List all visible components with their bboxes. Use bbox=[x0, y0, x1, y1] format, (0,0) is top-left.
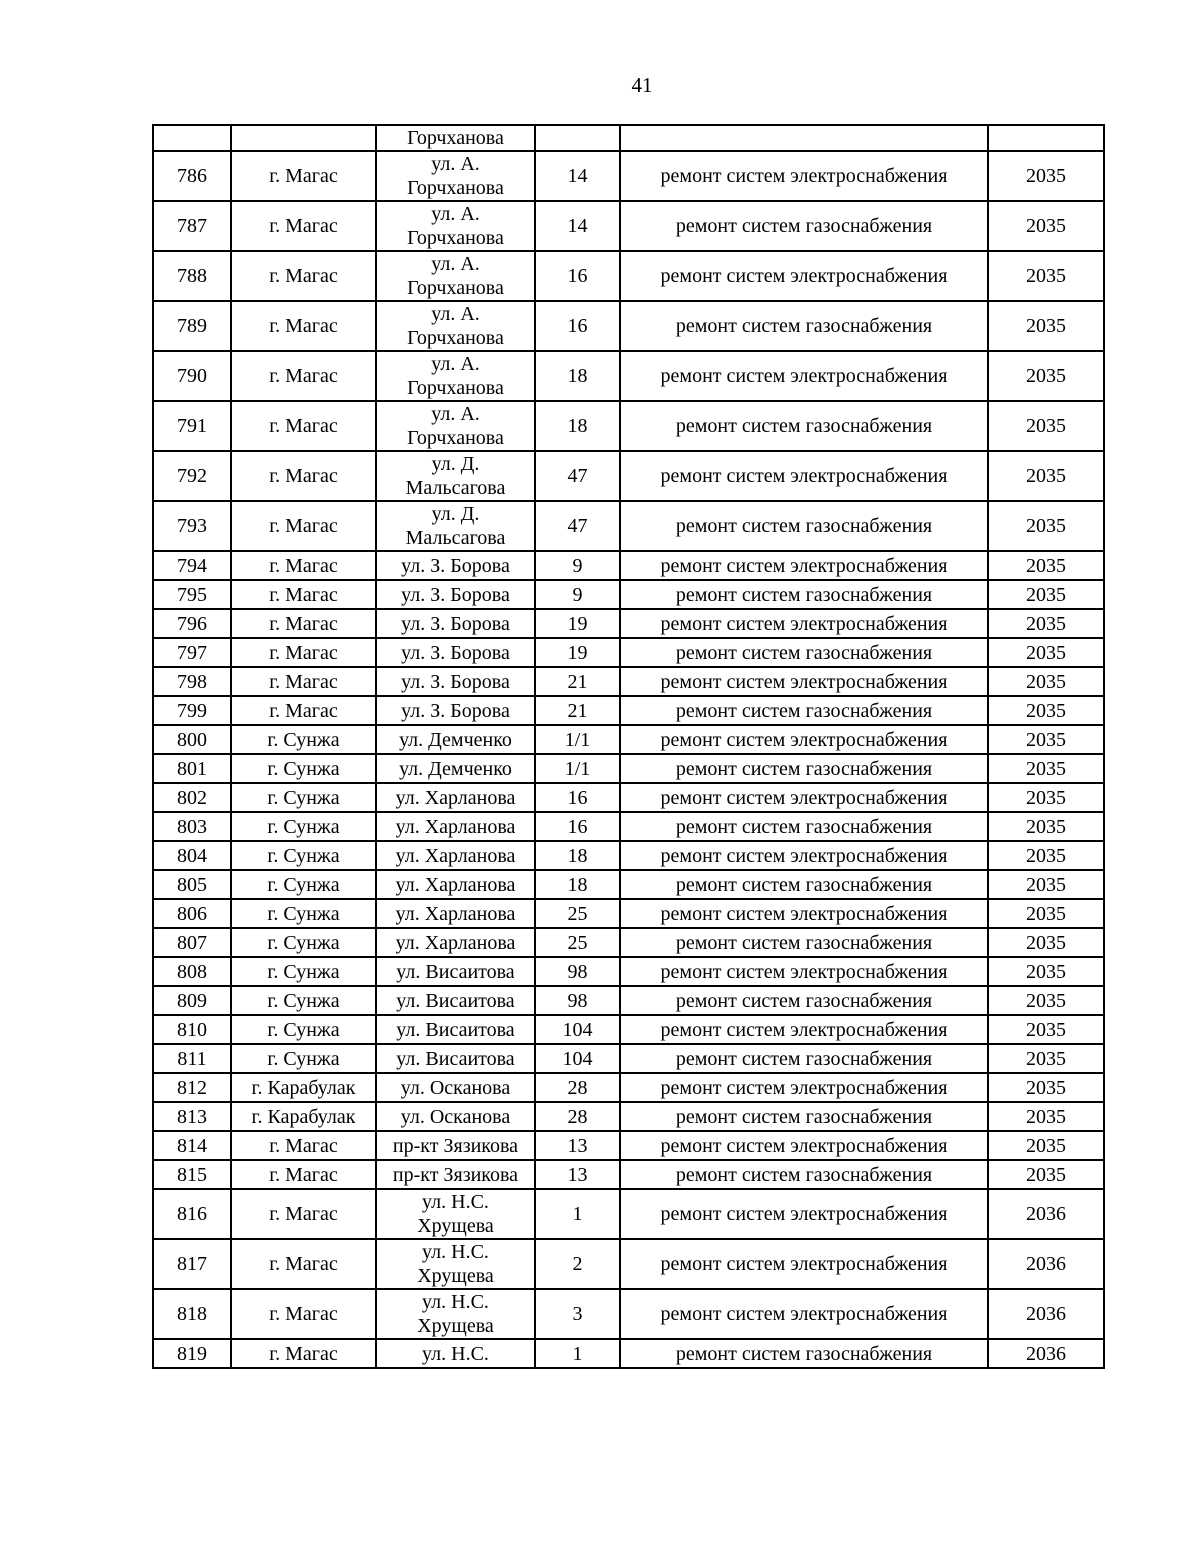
work-type-cell: ремонт систем электроснабжения bbox=[620, 251, 988, 301]
row-number-cell: 801 bbox=[153, 754, 231, 783]
row-number-cell: 788 bbox=[153, 251, 231, 301]
work-type-cell: ремонт систем электроснабжения bbox=[620, 551, 988, 580]
row-number-cell: 812 bbox=[153, 1073, 231, 1102]
city-cell: г. Магас bbox=[231, 451, 376, 501]
house-number-cell: 47 bbox=[535, 501, 620, 551]
row-number-cell: 815 bbox=[153, 1160, 231, 1189]
street-cell: ул. З. Борова bbox=[376, 580, 535, 609]
table-row bbox=[153, 401, 1104, 451]
row-number-cell: 819 bbox=[153, 1339, 231, 1368]
street-cell: ул. А. Горчханова bbox=[376, 201, 535, 251]
house-number-cell: 1 bbox=[535, 1189, 620, 1239]
house-number-cell: 1/1 bbox=[535, 725, 620, 754]
city-cell bbox=[231, 125, 376, 151]
work-type-cell: ремонт систем электроснабжения bbox=[620, 1289, 988, 1339]
work-type-cell: ремонт систем электроснабжения bbox=[620, 957, 988, 986]
street-cell: ул. Н.С. Хрущева bbox=[376, 1289, 535, 1339]
year-cell bbox=[988, 125, 1104, 151]
table-row bbox=[153, 151, 1104, 201]
street-cell: ул. Осканова bbox=[376, 1102, 535, 1131]
table-row bbox=[153, 501, 1104, 551]
year-cell: 2035 bbox=[988, 1102, 1104, 1131]
city-cell: г. Магас bbox=[231, 351, 376, 401]
street-cell: ул. А. Горчханова bbox=[376, 301, 535, 351]
work-type-cell: ремонт систем газоснабжения bbox=[620, 201, 988, 251]
city-cell: г. Магас bbox=[231, 580, 376, 609]
year-cell: 2035 bbox=[988, 1015, 1104, 1044]
house-number-cell: 19 bbox=[535, 609, 620, 638]
city-cell: г. Магас bbox=[231, 201, 376, 251]
street-cell: ул. Харланова bbox=[376, 870, 535, 899]
row-number-cell: 786 bbox=[153, 151, 231, 201]
street-cell: ул. Д. Мальсагова bbox=[376, 451, 535, 501]
year-cell: 2035 bbox=[988, 957, 1104, 986]
house-number-cell: 18 bbox=[535, 351, 620, 401]
table-row bbox=[153, 783, 1104, 812]
row-number-cell: 818 bbox=[153, 1289, 231, 1339]
city-cell: г. Магас bbox=[231, 1339, 376, 1368]
table-row bbox=[153, 251, 1104, 301]
table-row bbox=[153, 638, 1104, 667]
street-cell: ул. Харланова bbox=[376, 812, 535, 841]
city-cell: г. Магас bbox=[231, 609, 376, 638]
row-number-cell: 787 bbox=[153, 201, 231, 251]
year-cell: 2035 bbox=[988, 754, 1104, 783]
street-cell: ул. З. Борова bbox=[376, 551, 535, 580]
house-number-cell: 13 bbox=[535, 1160, 620, 1189]
city-cell: г. Сунжа bbox=[231, 928, 376, 957]
street-cell: ул. А. Горчханова bbox=[376, 251, 535, 301]
house-number-cell: 28 bbox=[535, 1073, 620, 1102]
table-row bbox=[153, 551, 1104, 580]
house-number-cell: 104 bbox=[535, 1015, 620, 1044]
street-cell: пр-кт Зязикова bbox=[376, 1131, 535, 1160]
house-number-cell: 98 bbox=[535, 986, 620, 1015]
work-type-cell: ремонт систем электроснабжения bbox=[620, 899, 988, 928]
city-cell: г. Сунжа bbox=[231, 957, 376, 986]
work-type-cell: ремонт систем газоснабжения bbox=[620, 754, 988, 783]
row-number-cell: 804 bbox=[153, 841, 231, 870]
year-cell: 2035 bbox=[988, 1160, 1104, 1189]
row-number-cell: 809 bbox=[153, 986, 231, 1015]
year-cell: 2036 bbox=[988, 1289, 1104, 1339]
year-cell: 2035 bbox=[988, 812, 1104, 841]
table-row bbox=[153, 1044, 1104, 1073]
street-cell: ул. Харланова bbox=[376, 841, 535, 870]
year-cell: 2035 bbox=[988, 841, 1104, 870]
table-row bbox=[153, 125, 1104, 151]
house-number-cell: 9 bbox=[535, 580, 620, 609]
house-number-cell: 14 bbox=[535, 201, 620, 251]
house-number-cell: 1 bbox=[535, 1339, 620, 1368]
row-number-cell: 802 bbox=[153, 783, 231, 812]
table-row bbox=[153, 899, 1104, 928]
city-cell: г. Сунжа bbox=[231, 725, 376, 754]
table-row bbox=[153, 201, 1104, 251]
city-cell: г. Магас bbox=[231, 1189, 376, 1239]
work-type-cell: ремонт систем газоснабжения bbox=[620, 501, 988, 551]
street-cell: ул. Н.С. Хрущева bbox=[376, 1189, 535, 1239]
table-row bbox=[153, 580, 1104, 609]
city-cell: г. Магас bbox=[231, 667, 376, 696]
work-type-cell: ремонт систем газоснабжения bbox=[620, 401, 988, 451]
year-cell: 2035 bbox=[988, 870, 1104, 899]
street-cell: Горчханова bbox=[376, 125, 535, 151]
work-type-cell: ремонт систем электроснабжения bbox=[620, 725, 988, 754]
year-cell: 2035 bbox=[988, 551, 1104, 580]
row-number-cell: 795 bbox=[153, 580, 231, 609]
row-number-cell: 811 bbox=[153, 1044, 231, 1073]
house-number-cell: 3 bbox=[535, 1289, 620, 1339]
work-type-cell: ремонт систем электроснабжения bbox=[620, 841, 988, 870]
row-number-cell: 792 bbox=[153, 451, 231, 501]
row-number-cell: 806 bbox=[153, 899, 231, 928]
house-number-cell: 16 bbox=[535, 301, 620, 351]
house-number-cell: 1/1 bbox=[535, 754, 620, 783]
year-cell: 2035 bbox=[988, 783, 1104, 812]
year-cell: 2035 bbox=[988, 696, 1104, 725]
table-row bbox=[153, 957, 1104, 986]
year-cell: 2035 bbox=[988, 1044, 1104, 1073]
work-type-cell: ремонт систем газоснабжения bbox=[620, 1102, 988, 1131]
year-cell: 2035 bbox=[988, 451, 1104, 501]
street-cell: ул. Н.С. bbox=[376, 1339, 535, 1368]
year-cell: 2036 bbox=[988, 1339, 1104, 1368]
city-cell: г. Магас bbox=[231, 251, 376, 301]
year-cell: 2035 bbox=[988, 928, 1104, 957]
street-cell: ул. Харланова bbox=[376, 928, 535, 957]
work-type-cell: ремонт систем газоснабжения bbox=[620, 870, 988, 899]
row-number-cell: 798 bbox=[153, 667, 231, 696]
city-cell: г. Магас bbox=[231, 1289, 376, 1339]
street-cell: ул. З. Борова bbox=[376, 609, 535, 638]
table-row bbox=[153, 1289, 1104, 1339]
table-row bbox=[153, 1239, 1104, 1289]
row-number-cell: 797 bbox=[153, 638, 231, 667]
work-type-cell: ремонт систем газоснабжения bbox=[620, 580, 988, 609]
street-cell: ул. Харланова bbox=[376, 899, 535, 928]
house-number-cell: 21 bbox=[535, 696, 620, 725]
city-cell: г. Сунжа bbox=[231, 986, 376, 1015]
city-cell: г. Сунжа bbox=[231, 870, 376, 899]
table-row bbox=[153, 451, 1104, 501]
table-row bbox=[153, 725, 1104, 754]
city-cell: г. Сунжа bbox=[231, 1015, 376, 1044]
year-cell: 2035 bbox=[988, 151, 1104, 201]
house-number-cell: 47 bbox=[535, 451, 620, 501]
city-cell: г. Магас bbox=[231, 501, 376, 551]
table-row bbox=[153, 928, 1104, 957]
table-row bbox=[153, 1160, 1104, 1189]
table-row bbox=[153, 696, 1104, 725]
row-number-cell: 791 bbox=[153, 401, 231, 451]
city-cell: г. Сунжа bbox=[231, 899, 376, 928]
table-row bbox=[153, 986, 1104, 1015]
street-cell: ул. З. Борова bbox=[376, 667, 535, 696]
street-cell: ул. Харланова bbox=[376, 783, 535, 812]
street-cell: ул. Осканова bbox=[376, 1073, 535, 1102]
street-cell: пр-кт Зязикова bbox=[376, 1160, 535, 1189]
work-type-cell: ремонт систем электроснабжения bbox=[620, 783, 988, 812]
work-type-cell: ремонт систем электроснабжения bbox=[620, 451, 988, 501]
table-row bbox=[153, 1189, 1104, 1239]
table-row bbox=[153, 667, 1104, 696]
row-number-cell: 817 bbox=[153, 1239, 231, 1289]
table-row bbox=[153, 301, 1104, 351]
work-type-cell: ремонт систем электроснабжения bbox=[620, 351, 988, 401]
table-row bbox=[153, 841, 1104, 870]
city-cell: г. Сунжа bbox=[231, 812, 376, 841]
work-type-cell: ремонт систем электроснабжения bbox=[620, 1015, 988, 1044]
table-row bbox=[153, 1131, 1104, 1160]
registry-table-body bbox=[153, 125, 1104, 1368]
row-number-cell: 813 bbox=[153, 1102, 231, 1131]
city-cell: г. Магас bbox=[231, 551, 376, 580]
year-cell: 2035 bbox=[988, 609, 1104, 638]
city-cell: г. Магас bbox=[231, 1131, 376, 1160]
street-cell: ул. Висаитова bbox=[376, 1015, 535, 1044]
work-type-cell: ремонт систем электроснабжения bbox=[620, 609, 988, 638]
year-cell: 2035 bbox=[988, 201, 1104, 251]
work-type-cell: ремонт систем газоснабжения bbox=[620, 812, 988, 841]
street-cell: ул. З. Борова bbox=[376, 696, 535, 725]
house-number-cell: 14 bbox=[535, 151, 620, 201]
row-number-cell: 805 bbox=[153, 870, 231, 899]
year-cell: 2035 bbox=[988, 351, 1104, 401]
row-number-cell: 790 bbox=[153, 351, 231, 401]
table-row bbox=[153, 754, 1104, 783]
table-row bbox=[153, 870, 1104, 899]
street-cell: ул. Д. Мальсагова bbox=[376, 501, 535, 551]
row-number-cell: 794 bbox=[153, 551, 231, 580]
house-number-cell: 13 bbox=[535, 1131, 620, 1160]
year-cell: 2036 bbox=[988, 1189, 1104, 1239]
table-row bbox=[153, 812, 1104, 841]
street-cell: ул. Н.С. Хрущева bbox=[376, 1239, 535, 1289]
street-cell: ул. Висаитова bbox=[376, 1044, 535, 1073]
row-number-cell: 789 bbox=[153, 301, 231, 351]
row-number-cell: 816 bbox=[153, 1189, 231, 1239]
street-cell: ул. А. Горчханова bbox=[376, 151, 535, 201]
work-type-cell: ремонт систем электроснабжения bbox=[620, 1073, 988, 1102]
registry-table bbox=[152, 124, 1105, 1369]
city-cell: г. Магас bbox=[231, 401, 376, 451]
year-cell: 2035 bbox=[988, 1131, 1104, 1160]
year-cell: 2035 bbox=[988, 501, 1104, 551]
year-cell: 2035 bbox=[988, 401, 1104, 451]
year-cell: 2035 bbox=[988, 899, 1104, 928]
row-number-cell: 803 bbox=[153, 812, 231, 841]
house-number-cell: 9 bbox=[535, 551, 620, 580]
house-number-cell: 18 bbox=[535, 841, 620, 870]
house-number-cell: 21 bbox=[535, 667, 620, 696]
city-cell: г. Магас bbox=[231, 301, 376, 351]
work-type-cell: ремонт систем газоснабжения bbox=[620, 1160, 988, 1189]
city-cell: г. Магас bbox=[231, 151, 376, 201]
house-number-cell: 25 bbox=[535, 899, 620, 928]
city-cell: г. Сунжа bbox=[231, 754, 376, 783]
work-type-cell: ремонт систем электроснабжения bbox=[620, 151, 988, 201]
street-cell: ул. Висаитова bbox=[376, 957, 535, 986]
city-cell: г. Магас bbox=[231, 638, 376, 667]
row-number-cell: 807 bbox=[153, 928, 231, 957]
work-type-cell: ремонт систем электроснабжения bbox=[620, 667, 988, 696]
city-cell: г. Сунжа bbox=[231, 783, 376, 812]
street-cell: ул. З. Борова bbox=[376, 638, 535, 667]
year-cell: 2035 bbox=[988, 986, 1104, 1015]
year-cell: 2035 bbox=[988, 580, 1104, 609]
house-number-cell: 104 bbox=[535, 1044, 620, 1073]
work-type-cell: ремонт систем газоснабжения bbox=[620, 1339, 988, 1368]
city-cell: г. Карабулак bbox=[231, 1102, 376, 1131]
house-number-cell: 16 bbox=[535, 251, 620, 301]
city-cell: г. Магас bbox=[231, 1239, 376, 1289]
house-number-cell: 2 bbox=[535, 1239, 620, 1289]
house-number-cell bbox=[535, 125, 620, 151]
work-type-cell: ремонт систем электроснабжения bbox=[620, 1239, 988, 1289]
work-type-cell: ремонт систем газоснабжения bbox=[620, 1044, 988, 1073]
work-type-cell: ремонт систем электроснабжения bbox=[620, 1131, 988, 1160]
row-number-cell: 800 bbox=[153, 725, 231, 754]
house-number-cell: 18 bbox=[535, 870, 620, 899]
house-number-cell: 28 bbox=[535, 1102, 620, 1131]
street-cell: ул. Висаитова bbox=[376, 986, 535, 1015]
work-type-cell: ремонт систем газоснабжения bbox=[620, 638, 988, 667]
street-cell: ул. Демченко bbox=[376, 754, 535, 783]
house-number-cell: 16 bbox=[535, 812, 620, 841]
year-cell: 2035 bbox=[988, 725, 1104, 754]
street-cell: ул. А. Горчханова bbox=[376, 401, 535, 451]
work-type-cell: ремонт систем газоснабжения bbox=[620, 986, 988, 1015]
work-type-cell: ремонт систем газоснабжения bbox=[620, 696, 988, 725]
work-type-cell: ремонт систем электроснабжения bbox=[620, 1189, 988, 1239]
year-cell: 2035 bbox=[988, 638, 1104, 667]
work-type-cell: ремонт систем газоснабжения bbox=[620, 301, 988, 351]
house-number-cell: 16 bbox=[535, 783, 620, 812]
year-cell: 2035 bbox=[988, 667, 1104, 696]
table-row bbox=[153, 351, 1104, 401]
page-number: 41 bbox=[631, 73, 653, 97]
table-row bbox=[153, 1073, 1104, 1102]
house-number-cell: 19 bbox=[535, 638, 620, 667]
house-number-cell: 18 bbox=[535, 401, 620, 451]
row-number-cell: 799 bbox=[153, 696, 231, 725]
row-number-cell: 793 bbox=[153, 501, 231, 551]
city-cell: г. Сунжа bbox=[231, 841, 376, 870]
table-row bbox=[153, 609, 1104, 638]
house-number-cell: 98 bbox=[535, 957, 620, 986]
table-row bbox=[153, 1339, 1104, 1368]
row-number-cell: 796 bbox=[153, 609, 231, 638]
year-cell: 2035 bbox=[988, 301, 1104, 351]
year-cell: 2035 bbox=[988, 1073, 1104, 1102]
table-row bbox=[153, 1015, 1104, 1044]
house-number-cell: 25 bbox=[535, 928, 620, 957]
street-cell: ул. Демченко bbox=[376, 725, 535, 754]
city-cell: г. Карабулак bbox=[231, 1073, 376, 1102]
city-cell: г. Магас bbox=[231, 696, 376, 725]
row-number-cell: 810 bbox=[153, 1015, 231, 1044]
row-number-cell bbox=[153, 125, 231, 151]
row-number-cell: 808 bbox=[153, 957, 231, 986]
street-cell: ул. А. Горчханова bbox=[376, 351, 535, 401]
work-type-cell: ремонт систем газоснабжения bbox=[620, 928, 988, 957]
year-cell: 2036 bbox=[988, 1239, 1104, 1289]
city-cell: г. Магас bbox=[231, 1160, 376, 1189]
work-type-cell bbox=[620, 125, 988, 151]
table-row bbox=[153, 1102, 1104, 1131]
year-cell: 2035 bbox=[988, 251, 1104, 301]
city-cell: г. Сунжа bbox=[231, 1044, 376, 1073]
row-number-cell: 814 bbox=[153, 1131, 231, 1160]
